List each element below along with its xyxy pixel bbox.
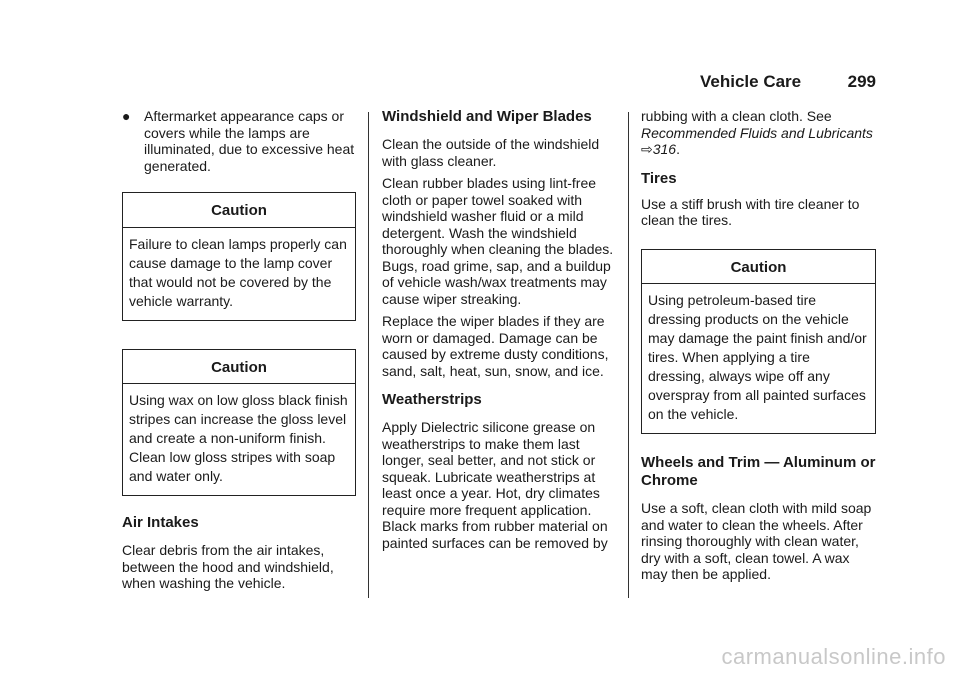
- section-title: Vehicle Care: [700, 72, 802, 91]
- reference-end: .: [676, 141, 680, 157]
- paragraph-windshield-1: Clean the outside of the windshield with glass cleaner.: [382, 136, 600, 169]
- heading-windshield: Windshield and Wiper Blades: [382, 108, 592, 125]
- bullet-icon: ●: [122, 108, 131, 124]
- bullet-text: Aftermarket appearance caps or covers while the lamps are illuminated, due to excessive heat generated.: [144, 108, 355, 174]
- column-left: [122, 108, 356, 592]
- caution-text: Failure to clean lamps properly can cause damage to the lamp cover that would not be covered by the vehicle warranty.: [129, 235, 347, 309]
- page-header: [700, 72, 876, 92]
- paragraph-windshield-2: Clean rubber blades using lint-free cloth or paper towel soaked with windshield washer fluid or a mild detergent. Wash the windshield thoroughly when cleaning the blades. Bugs, road grime, sap, and a buildup of vehicle wash/wax treatments may cause wiper streaking.: [382, 175, 614, 307]
- continued-text: rubbing with a clean cloth. See: [641, 108, 832, 124]
- reference-link[interactable]: Recommended Fluids and Lubricants: [641, 124, 873, 141]
- caution-box-stripes: [122, 349, 356, 497]
- heading-air-intakes: Air Intakes: [122, 514, 199, 531]
- caution-box-tires: [641, 249, 876, 435]
- reference-arrow-icon: ⇨: [641, 141, 653, 157]
- page-number: 299: [847, 72, 876, 91]
- watermark: carmanualsonline.info: [721, 644, 946, 669]
- column-divider: [368, 112, 369, 598]
- reference-page[interactable]: 316: [652, 141, 677, 157]
- caution-title: Caution: [123, 193, 355, 228]
- paragraph-continued: [641, 108, 876, 158]
- column-divider: [628, 112, 629, 598]
- heading-wheels: Wheels and Trim — Aluminum or Chrome: [641, 454, 876, 489]
- caution-title: Caution: [123, 350, 355, 385]
- column-middle: [382, 108, 616, 551]
- bullet-item: [122, 108, 356, 174]
- paragraph-tires: Use a stiff brush with tire cleaner to clean the tires.: [641, 195, 860, 228]
- column-right: [641, 108, 876, 583]
- heading-tires: Tires: [641, 169, 677, 187]
- caution-box-lamps: [122, 192, 356, 321]
- caution-title: Caution: [642, 250, 875, 285]
- caution-text: Using wax on low gloss black finish stripes can increase the gloss level and create a non-uniform finish. Clean low gloss stripes with soap and water only.: [129, 392, 348, 484]
- paragraph-wheels: Use a soft, clean cloth with mild soap and water to clean the wheels. After rinsing thoroughly with clean water, dry with a soft, clean towel. A wax may then be applied.: [641, 500, 872, 582]
- heading-weatherstrips: Weatherstrips: [382, 391, 482, 408]
- paragraph-windshield-3: Replace the wiper blades if they are worn or damaged. Damage can be caused by extreme dusty conditions, sand, salt, heat, sun, snow, and ice.: [382, 313, 609, 379]
- caution-text: Using petroleum-based tire dressing products on the vehicle may damage the paint finish and/or tires. When applying a tire dressing, always wipe off any overspray from all painted surfaces on the vehicle.: [648, 292, 867, 422]
- paragraph-weatherstrips: Apply Dielectric silicone grease on weatherstrips to make them last longer, seal better, and not stick or squeak. Lubricate weatherstrips at least once a year. Hot, dry climates require more frequent application. Black marks from rubber material on painted surfaces can be removed by: [382, 419, 608, 551]
- paragraph-air-intakes: Clear debris from the air intakes, between the hood and windshield, when washing the vehicle.: [122, 542, 334, 591]
